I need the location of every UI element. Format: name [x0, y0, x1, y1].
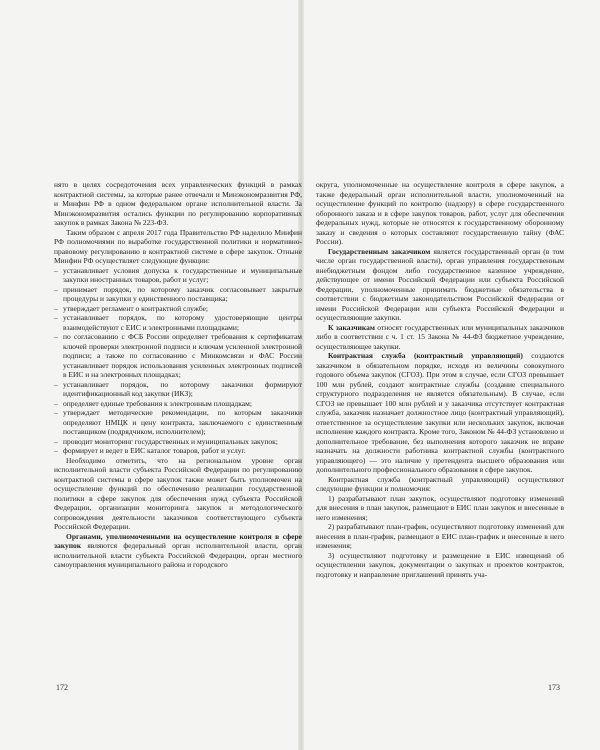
list-dash: –	[54, 332, 58, 341]
paragraph-text: является государственный орган (в том числе орган государственной власти), орган управления государственным внебюджетным фондом либо государственное казенное учреждение, действующее от имени Российской Федерации или субъекта Российской Федерации, уполномоченные принимать бюджетные обязательства в соответствии с бюджетным законодательством Российской Федерации от имени Российской Федерации или субъекта Российской Федерации и осуществляющие закупки.	[316, 246, 564, 322]
paragraph-text: формирует и ведет в ЕИС каталог товаров, работ и услуг.	[63, 446, 246, 455]
paragraph-text: утверждает методические рекомендации, по которым заказчики определяют НМЦК и цену контракта, заключаемого с единственным поставщиком (подрядчиком, исполнителем);	[63, 408, 302, 436]
paragraph-text: Контрактная служба (контрактный управляющий) осуществляют следующие функции и полномочия:	[316, 474, 564, 493]
paragraph	[316, 180, 564, 247]
paragraph	[316, 522, 564, 551]
paragraph-text: относят государственных или муниципальных заказчиков либо в соответствии с ч. 1 ст. 15 Закона № 44-ФЗ бюджетное учреждение, осуществляющее закупки.	[316, 322, 564, 351]
paragraph	[316, 351, 564, 475]
list-dash: –	[54, 408, 58, 417]
paragraph-text: создаются заказчиком в обязательном порядке, исходя из величины совокупного годового объема закупок (СГОЗ). При этом в случае, если СГОЗ превышает 100 млн рублей, создают контрактные службы (создание специального структурного подразделения не является обязательным). В случае, если СГОЗ не превышает 100 млн рублей и у заказчика отсутствует контрактная служба, заказчик назначает должностное лицо (контрактный управляющий), ответственное за осуществление закупки или нескольких закупок, включая исполнение каждого контракта. Кроме того, Законом № 44-ФЗ установлено и дополнительное требование, без выполнения которого заказчик не вправе назначать на должности работника контрактной службы (контрактного управляющего) — это наличие у претендента высшего образования или дополнительного профессионального образования в сфере закупок.	[316, 351, 565, 474]
list-dash: –	[54, 303, 58, 313]
list-item	[54, 304, 302, 314]
list-item	[54, 266, 302, 285]
list-item	[54, 380, 302, 399]
paragraph-text: по согласованию с ФСБ России определяет требования к сертификатам ключей проверки электронной подписи и ключам усиленной электронной подписи; а также по согласованию с Минкомсвязи и ФАС России устанавливает порядок использования усиленных электронных подписей в ЕИС и на электронных площадках;	[63, 332, 302, 379]
paragraph-text: 3) осуществляют подготовку и размещение в ЕИС извещений об осуществлении закупок, документации о закупках и проектов контрактов, подготовку и направление приглашений принять уча-	[316, 550, 564, 579]
list-dash: –	[54, 313, 58, 322]
list-item	[54, 408, 302, 437]
paragraph-text: проводит мониторинг государственных и муниципальных закупок;	[63, 436, 278, 446]
paragraph	[54, 228, 302, 266]
paragraph-text: утверждает регламент о контрактной службе;	[63, 303, 209, 313]
paragraph-text: определяет единые требования к электронным площадкам;	[63, 398, 252, 408]
term-bold: Органами, уполномоченными на осуществление контроля в сфере закупок	[54, 531, 302, 550]
paragraph	[54, 180, 302, 228]
paragraph-text: 1) разрабатывают план закупок, осуществляют подготовку изменений для внесения в план закупок, размещают в ЕИС план закупок и внесенные в него изменения;	[316, 493, 564, 522]
paragraph-text: округа, уполномоченные на осуществление контроля в сфере закупок, а также федеральный орган исполнительной власти, уполномоченный на осуществление функций по контролю (надзору) в сфере государственного оборонного заказа и в сфере закупок товаров, работ, услуг для обеспечения федеральных нужд, которые не относятся к государственному оборонному заказу и сведения о которых составляют государственную тайну (ФАС России).	[316, 180, 564, 246]
paragraph	[54, 532, 302, 570]
paragraph	[316, 247, 564, 323]
paragraph-text: устанавливает порядок, по которому удостоверяющие центры взаимодействуют с ЕИС и электронными площадками;	[63, 313, 302, 332]
list-dash: –	[54, 398, 58, 408]
list-item	[54, 313, 302, 332]
paragraph-text: нято в целях сосредоточения всех управленческих функций в рамках контрактной системы, за которые ранее отвечали и Минэкономразвития РФ, и Минфин РФ в одном федеральном органе исполнительной власти. За Минэкономразвития остались функции по регулированию корпоративных закупок в рамках Закона № 223-ФЗ.	[54, 180, 302, 227]
right-page-text	[316, 180, 564, 579]
paragraph-text: Таким образом с апреля 2017 года Правительство РФ наделило Минфин РФ полномочиями по выработке государственной политики и нормативно-правовому регулированию в контрактной системе в сфере закупок. Отныне Минфин РФ осуществляет следующие функции:	[54, 227, 302, 265]
term-bold: Государственным заказчиком	[328, 246, 431, 256]
paragraph-text: устанавливает условия допуска к государственные и муниципальные закупки иностранных товаров, работ и услуг;	[63, 265, 302, 284]
paragraph-text: Необходимо отметить, что на региональном уровне орган исполнительной власти субъекта Российской Федерации по регулированию контрактной системы в сфере закупок также может быть уполномочен на осуществление функций по обеспечению реализации государственной политики в сфере закупок для обеспечения нужд субъекта Российской Федерации, организации мониторинга закупок и методологического сопровождения деятельности заказчиков соответствующего субъекта Российской Федерации.	[54, 455, 302, 531]
list-item	[54, 399, 302, 409]
list-item	[54, 437, 302, 447]
list-item	[54, 285, 302, 304]
paragraph-text: устанавливает порядок, по которому заказчики формируют идентификационный код закупки (ИКЗ);	[63, 379, 302, 398]
right-page-number: 173	[548, 683, 560, 692]
term-bold: Контрактная служба (контрактный управляющий)	[328, 351, 523, 360]
list-dash: –	[54, 284, 58, 294]
paragraph	[316, 323, 564, 352]
paragraph-text: являются федеральный орган исполнительной власти, орган исполнительной власти субъекта Российской Федерации, орган местного самоуправления муниципального района и городского	[54, 541, 302, 569]
list-item	[54, 446, 302, 456]
paragraph-text: принимает порядок, по которому заказчик согласовывает закрытые процедуры и закупки у единственного поставщика;	[63, 284, 302, 303]
left-page-text	[54, 180, 302, 570]
paragraph	[316, 551, 564, 580]
paragraph	[316, 494, 564, 523]
paragraph-text: 2) разрабатывают план-график, осуществляют подготовку изменений для внесения в план-график, размещают в ЕИС план-график и внесенные в него изменения;	[316, 522, 564, 550]
paragraph	[316, 475, 564, 494]
list-dash: –	[54, 265, 58, 275]
paragraph	[54, 456, 302, 532]
list-dash: –	[54, 379, 58, 389]
list-dash: –	[54, 436, 58, 446]
term-bold: К заказчикам	[328, 322, 375, 332]
list-dash: –	[54, 446, 58, 455]
list-item	[54, 332, 302, 380]
left-page-number: 172	[56, 683, 68, 692]
